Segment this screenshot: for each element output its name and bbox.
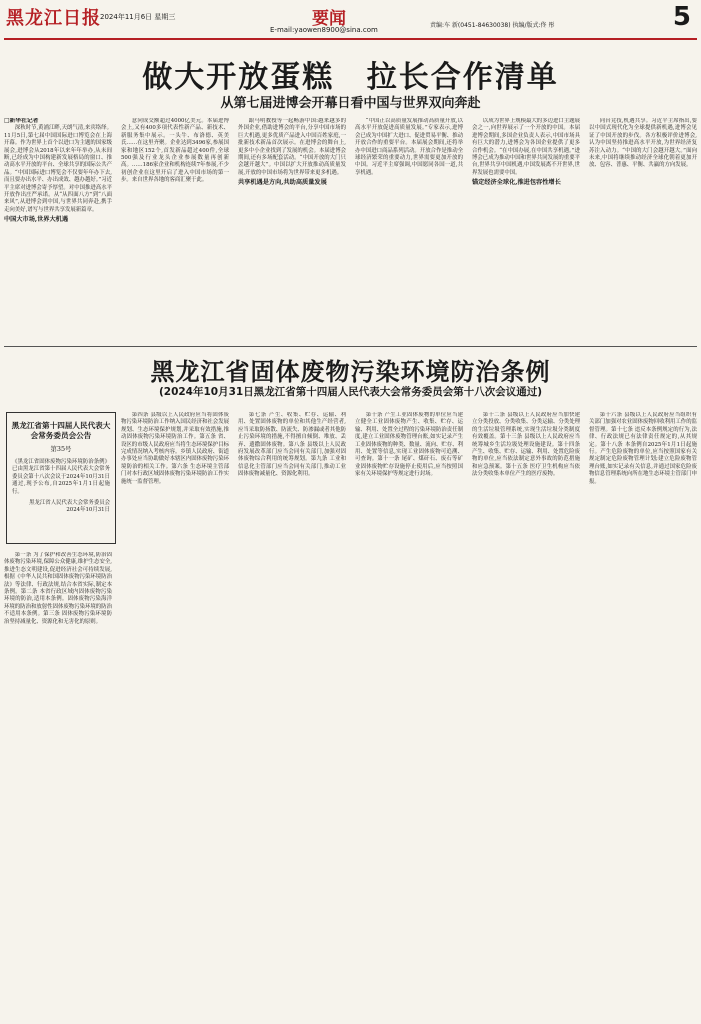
article2-column xyxy=(4,552,112,1020)
article1-paragraph: 跟马明教授等一起畅游中国:越来越多的外国企业,借助进博会的平台,分享中国市场的巨大机遇,更多优质产品进入中国百姓家庭,一批新技术新品首次展示。在进博会的舞台上,更多中小企业找到了发展的机会。本届进博会期间,还有多场配套活动。“中国开放的大门只会越开越大”。中国以扩大开放推动高质量发展,开放的中国市场将为世界带来更多机遇。 xyxy=(238,118,346,176)
article1-column xyxy=(121,118,229,343)
masthead-rule xyxy=(4,38,697,40)
page-number: 5 xyxy=(672,2,691,32)
article2-column xyxy=(472,412,580,1020)
article2-paragraph: 第十条 产生工业固体废物的单位应当建立健全工业固体废物产生、收集、贮存、运输、利用、处置全过程的污染环境防治责任制度,建立工业固体废物管理台账,如实记录产生工业固体废物的种类、数量、流向、贮存、利用、处置等信息,实现工业固体废物可追溯、可查询。第十一条 尾矿、煤矸石、废石等矿业固体废物贮存设施停止使用后,应当按照国家有关环境保护等规定进行封场。 xyxy=(355,412,463,478)
section-title: 要闻 xyxy=(312,9,346,29)
announcement-title: 黑龙江省第十四届人民代表大会常务委员会公告 xyxy=(11,421,111,440)
article1-paragraph: 以成为世界上规模最大的多边进口主题展会之一,向世界展示了一个开放的中国。本届进博会期间,多国企业负责人表示,中国市场具有巨大的潜力,进博会为各国企业提供了更多合作机会。“在中国办展,在中国共享机遇。”进博会已成为推动中国和世界共同发展的重要平台,世界共享中国机遇,中国发展离不开世界,世界发展也需要中国。 xyxy=(472,118,580,176)
article2-column xyxy=(355,412,463,1020)
article1-body xyxy=(4,118,697,343)
article1-byline: □新华社记者 xyxy=(4,118,39,124)
article2-subheadline: (2024年10月31日黑龙江省第十四届人民代表大会常务委员会第十八次会议通过) xyxy=(158,386,543,398)
article1-paragraph: “中国正以高质量发展推动高质量开放,以高水平开放促进高质量发展。”专家表示,进博会已成为中国扩大进口、促进贸易平衡、推动开放合作的重要平台。本届展会期间,还将举办中国进口商品系列活动。开放合作是推动全球经济繁荣的重要动力,世界需要更加开放的中国。习近平主席强调,中国愿同各国一道,共享机遇。 xyxy=(355,118,463,176)
announcement-body: 《黑龙江省固体废物污染环境防治条例》已由黑龙江省第十四届人民代表大会常务委员会第十八次会议于2024年10月31日通过,现予公布,自2025年1月1日起施行。 xyxy=(12,459,110,495)
article2-paragraph: 第七条 产生、收集、贮存、运输、利用、处置固体废物的单位和其他生产经营者,应当采取防扬散、防流失、防渗漏或者其他防止污染环境的措施,不得擅自倾倒、堆放、丢弃、遗撒固体废物。第八条 县级以上人民政府发展改革部门应当会同有关部门,加强对固体废物综合利用的统筹规划。第九条 工业和信息化主管部门应当会同有关部门,推动工业固体废物减量化、资源化利用。 xyxy=(238,412,346,478)
article1-headline xyxy=(0,52,701,96)
article1-paragraph: 同台竞技,机遇共享。习近平主席指出,要以中国式现代化为全球提供新机遇,进博会见证了中国开放的步伐。各方积极评价进博会,认为中国坚持推进高水平开放,为世界经济复苏注入动力。“中国的大门会越开越大。”面向未来,中国将继续推动经济全球化朝着更加开放、包容、普惠、平衡、共赢的方向发展。 xyxy=(589,118,697,169)
article1-column xyxy=(4,118,112,343)
article1-column xyxy=(472,118,580,343)
article1-subhead: 共享机遇是方向,共助高质量发展 xyxy=(238,179,327,187)
article1-headline-b: 拉长合作清单 xyxy=(366,60,559,95)
newspaper-logo: 黑龙江日报 xyxy=(6,8,101,29)
editor-email: E-mail:yaowen8900@sina.com xyxy=(270,26,378,34)
article2-paragraph: 第十二条 县级以上人民政府应当加快建立分类投放、分类收集、分类运输、分类处理的生活垃圾管理系统,实现生活垃圾分类制度有效覆盖。第十三条 县级以上人民政府应当统筹城乡生活垃圾处理设施建设。第十四条 产生、收集、贮存、运输、利用、处置危险废物的单位,应当依法制定意外事故的防范措施和应急预案。第十五条 医疗卫生机构应当依法分类收集本单位产生的医疗废物。 xyxy=(472,412,580,478)
article1-column xyxy=(589,118,697,343)
article1-subhead: 锚定经济全球化,推进包容性增长 xyxy=(472,179,561,187)
article1-paragraph: 意向成交额超过4000亿美元。本届进博会上,又有400多项代表性新产品、新技术、新服务集中展示。一头牛、布洛德、英美氏……在这里齐聚。企业达到3496家,参展国家和地区152个,首发新品超过400件,全球500强及行业龙头企业参展数量再创新高。……186家企业和机构连续7年参展,不少初创企业在这里开启了进入中国市场的第一步。来自世界各地的客商汇聚于此。 xyxy=(121,118,229,184)
article2-paragraph: 第十六条 县级以上人民政府应当组织有关部门加强对农业固体废物回收利用工作的监督管理。第十七条 违反本条例规定的行为,法律、行政法规已有法律责任规定的,从其规定。第十八条 本条例自2025年1月1日起施行。产生危险废物的单位,应当按照国家有关规定制定危险废物管理计划;建立危险废物管理台账,如实记录有关信息,并通过国家危险废物信息管理系统向所在地生态环境主管部门申报。 xyxy=(589,412,697,485)
editor-phone: 责编:车 新(0451-84630038) 执编/版式:佟 彤 xyxy=(430,22,555,29)
article1-headline-a: 做大开放蛋糕 xyxy=(142,60,335,95)
article1-subheadline: 从第七届进博会开幕日看中国与世界双向奔赴 xyxy=(220,96,481,111)
announcement-box xyxy=(6,412,116,544)
masthead xyxy=(0,0,701,40)
section-divider xyxy=(4,346,697,347)
article2-paragraph: 第四条 县级以上人民政府应当将固体废物污染环境防治工作纳入国民经济和社会发展规划、生态环境保护规划,并采取有效措施,推动固体废物污染环境防治工作。第五条 省、设区的市级人民政府应当将生态环境保护目标完成情况纳入考核内容。乡镇人民政府、街道办事处应当协助做好本辖区内固体废物污染环境防治的相关工作。第六条 生态环境主管部门对本行政区域固体废物污染环境防治工作实施统一监督管理。 xyxy=(121,412,229,485)
article1-paragraph: 深秋时节,黄浦江畔,天朗气清,来宾络绎。11月5日,第七届中国国际进口博览会在上海开幕。作为世界上首个以进口为主题的国家级展会,进博会从2018年以来年年举办,从未间断,已经成为中国构建新发展格局的窗口、推动高水平开放的平台、全球共享的国际公共产品。“中国国际进口博览会不仅要年年办下去,而且要办出水平、办出成效、越办越好。”习近平主席对进博会寄予厚望。对中国推进高水平开放作出庄严承诺。从“从四面八方”到“八面来风”,从进博会到中国,与世界共同奔赴,携手走向美好,谱写与世界共享发展新篇章。 xyxy=(4,125,112,213)
article2-column xyxy=(238,412,346,1020)
announcement-signature: 黑龙江省人民代表大会常务委员会 2024年10月31日 xyxy=(29,500,110,514)
article2-column xyxy=(589,412,697,1020)
article1-column xyxy=(238,118,346,343)
article2-headline: 黑龙江省固体废物污染环境防治条例 xyxy=(150,358,551,386)
announcement-number: 第35号 xyxy=(50,445,72,453)
article2-paragraph: 第一条 为了保护和改善生态环境,防治固体废物污染环境,保障公众健康,维护生态安全,推进生态文明建设,促进经济社会可持续发展,根据《中华人民共和国固体废物污染环境防治法》等法律、行政法规,结合本省实际,制定本条例。第二条 本省行政区域内固体废物污染环境的防治,适用本条例。固体废物污染海洋环境的防治和放射性固体废物污染环境的防治不适用本条例。第三条 固体废物污染环境防治坚持减量化、资源化和无害化的原则。 xyxy=(4,552,112,625)
article1-subhead: 中国大市场,世界大机遇 xyxy=(4,216,69,224)
issue-date: 2024年11月6日 星期三 xyxy=(100,13,176,21)
article1-column xyxy=(355,118,463,343)
article2-column xyxy=(121,412,229,1020)
